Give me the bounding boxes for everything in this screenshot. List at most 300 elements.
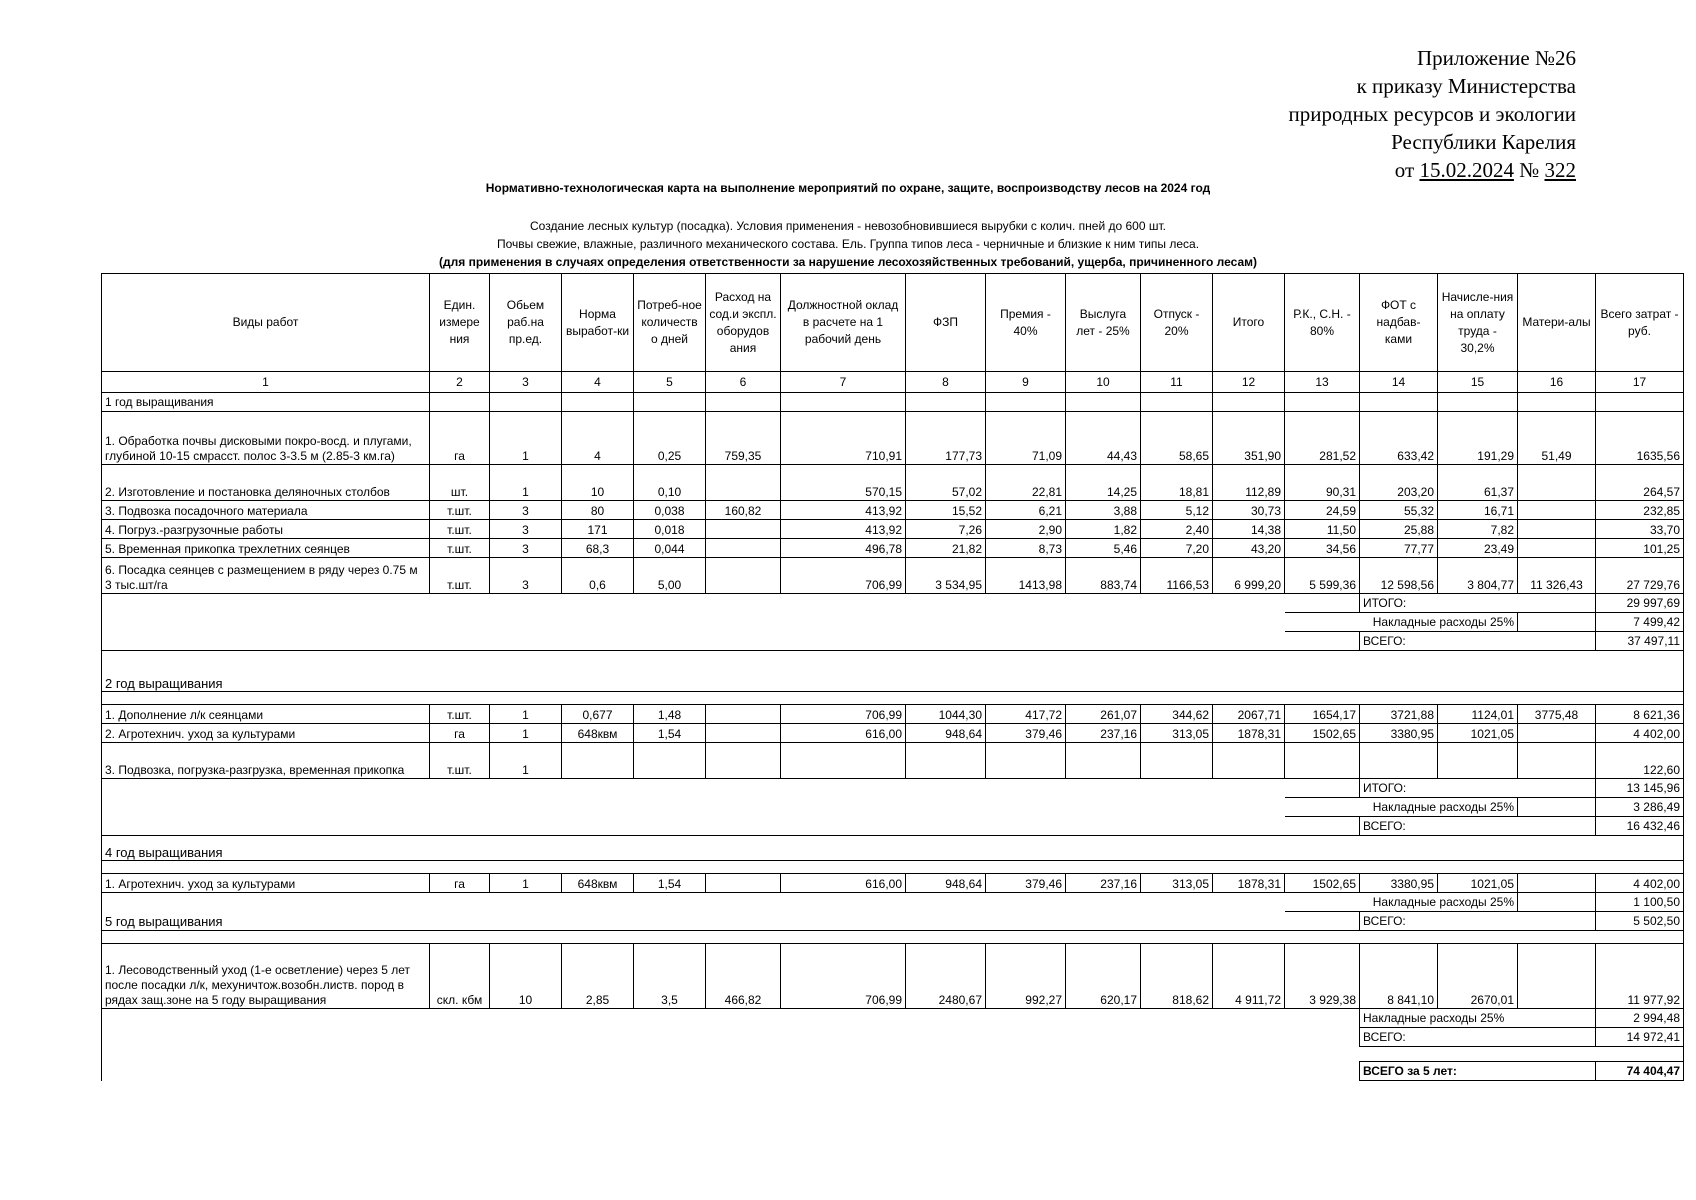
value-cell: 0,677 bbox=[562, 705, 634, 724]
value-cell: 51,49 bbox=[1518, 412, 1596, 465]
total-row bbox=[102, 779, 1684, 798]
section-row bbox=[102, 836, 1684, 861]
all-label: ВСЕГО: bbox=[1360, 912, 1596, 931]
value-cell: 0,018 bbox=[634, 520, 706, 539]
all-label: ВСЕГО: bbox=[1360, 632, 1596, 651]
value-cell bbox=[986, 743, 1066, 779]
table-cell bbox=[1518, 393, 1596, 412]
header-cell: Обьем раб.на пр.ед. bbox=[490, 274, 562, 372]
value-cell bbox=[781, 743, 906, 779]
table-row bbox=[102, 874, 1684, 893]
work-type-cell: 4. Погруз.-разгрузочные работы bbox=[102, 520, 430, 539]
value-cell: га bbox=[430, 412, 490, 465]
table-cell bbox=[1518, 798, 1596, 817]
grand-row bbox=[102, 1028, 1684, 1047]
value-cell bbox=[1518, 539, 1596, 558]
value-cell: 633,42 bbox=[1360, 412, 1438, 465]
value-cell: 818,62 bbox=[1141, 944, 1213, 1009]
appendix-date: 15.02.2024 bbox=[1419, 158, 1514, 182]
value-cell: 8 621,36 bbox=[1596, 705, 1684, 724]
value-cell: 10 bbox=[490, 944, 562, 1009]
spacer-row bbox=[102, 692, 1684, 705]
overhead-value: 7 499,42 bbox=[1596, 613, 1684, 632]
value-cell: 620,17 bbox=[1066, 944, 1141, 1009]
value-cell: 948,64 bbox=[906, 874, 986, 893]
value-cell: 706,99 bbox=[781, 705, 906, 724]
table-cell bbox=[102, 594, 1360, 613]
value-cell: 27 729,76 bbox=[1596, 558, 1684, 594]
value-cell: 101,25 bbox=[1596, 539, 1684, 558]
overhead-label: Накладные расходы 25% bbox=[1285, 613, 1518, 632]
table-cell bbox=[1213, 393, 1285, 412]
column-number-cell: 2 bbox=[430, 372, 490, 393]
table-cell bbox=[1141, 393, 1213, 412]
value-cell: 1021,05 bbox=[1438, 874, 1518, 893]
value-cell: 413,92 bbox=[781, 501, 906, 520]
value-cell bbox=[1141, 743, 1213, 779]
value-cell: 1878,31 bbox=[1213, 874, 1285, 893]
appendix-line-3: природных ресурсов и экологии bbox=[1288, 102, 1576, 126]
appendix-number: 322 bbox=[1544, 158, 1576, 182]
value-cell: 496,78 bbox=[781, 539, 906, 558]
table-cell bbox=[1596, 393, 1684, 412]
header-cell: ФОТ с надбав-ками bbox=[1360, 274, 1438, 372]
section-row bbox=[102, 393, 1684, 412]
total-label: ИТОГО: bbox=[1360, 779, 1596, 798]
table-cell bbox=[634, 393, 706, 412]
value-cell: 413,92 bbox=[781, 520, 906, 539]
section-label: 4 год выращивания bbox=[102, 836, 1684, 861]
value-cell: 14,25 bbox=[1066, 465, 1141, 501]
appendix-line-1: Приложение №26 bbox=[1417, 46, 1576, 70]
header-cell: Премия - 40% bbox=[986, 274, 1066, 372]
header-cell: Расход на сод.и экспл. оборудов ания bbox=[706, 274, 781, 372]
work-type-cell: 2. Изготовление и постановка деляночных столбов bbox=[102, 465, 430, 501]
value-cell: 264,57 bbox=[1596, 465, 1684, 501]
value-cell: 466,82 bbox=[706, 944, 781, 1009]
value-cell: 1 bbox=[490, 465, 562, 501]
value-cell bbox=[706, 539, 781, 558]
header-cell: Потреб-ное количеств о дней bbox=[634, 274, 706, 372]
value-cell bbox=[706, 520, 781, 539]
header-cell: Норма выработ-ки bbox=[562, 274, 634, 372]
application-note: (для применения в случаях определения ответственности за нарушение лесохозяйственных требований, ущерба, причиненного лесам) bbox=[439, 255, 1257, 269]
value-cell: 648квм bbox=[562, 724, 634, 743]
value-cell: 1,48 bbox=[634, 705, 706, 724]
value-cell bbox=[1518, 874, 1596, 893]
value-cell: 8,73 bbox=[986, 539, 1066, 558]
section-label: 1 год выращивания bbox=[102, 393, 430, 412]
value-cell: 379,46 bbox=[986, 874, 1066, 893]
work-type-cell: 1. Обработка почвы дисковыми покро-восд. и плугами, глубиной 10-15 смрасст. полос 3-3.5 м (2.85-3 км.га) bbox=[102, 412, 430, 465]
table-cell bbox=[1285, 393, 1360, 412]
work-type-cell: 1. Дополнение л/к сеянцами bbox=[102, 705, 430, 724]
value-cell: 1 bbox=[490, 705, 562, 724]
grand-row bbox=[102, 632, 1684, 651]
header-cell: ФЗП bbox=[906, 274, 986, 372]
value-cell: 710,91 bbox=[781, 412, 906, 465]
value-cell: 1878,31 bbox=[1213, 724, 1285, 743]
value-cell: 2,40 bbox=[1141, 520, 1213, 539]
value-cell: т.шт. bbox=[430, 501, 490, 520]
value-cell: 5,46 bbox=[1066, 539, 1141, 558]
value-cell: 3 bbox=[490, 520, 562, 539]
value-cell bbox=[562, 743, 634, 779]
value-cell: 10 bbox=[562, 465, 634, 501]
value-cell: 1654,17 bbox=[1285, 705, 1360, 724]
document-title: Нормативно-технологическая карта на выполнение мероприятий по охране, защите, воспроизводству лесов на 2024 год bbox=[485, 181, 1211, 195]
value-cell: 7,20 bbox=[1141, 539, 1213, 558]
value-cell: 1413,98 bbox=[986, 558, 1066, 594]
overhead-row bbox=[102, 893, 1684, 912]
value-cell: 379,46 bbox=[986, 724, 1066, 743]
value-cell: 616,00 bbox=[781, 724, 906, 743]
column-number-cell: 6 bbox=[706, 372, 781, 393]
value-cell bbox=[1438, 743, 1518, 779]
value-cell: 3 929,38 bbox=[1285, 944, 1360, 1009]
table-row bbox=[102, 724, 1684, 743]
table-cell bbox=[1360, 393, 1438, 412]
header-cell: Матери-алы bbox=[1518, 274, 1596, 372]
total-label: ИТОГО: bbox=[1360, 594, 1596, 613]
value-cell bbox=[706, 874, 781, 893]
column-number-cell: 8 bbox=[906, 372, 986, 393]
appendix-date-prefix: от bbox=[1394, 158, 1420, 182]
value-cell: 112,89 bbox=[1213, 465, 1285, 501]
value-cell: 43,20 bbox=[1213, 539, 1285, 558]
value-cell: 4 bbox=[562, 412, 634, 465]
section-and-all-row bbox=[102, 912, 1684, 931]
five-year-total-label: ВСЕГО за 5 лет: bbox=[1360, 1062, 1596, 1081]
total-value: 29 997,69 bbox=[1596, 594, 1684, 613]
value-cell bbox=[706, 743, 781, 779]
value-cell: 11,50 bbox=[1285, 520, 1360, 539]
value-cell: 58,65 bbox=[1141, 412, 1213, 465]
value-cell: 2,90 bbox=[986, 520, 1066, 539]
table-cell bbox=[906, 393, 986, 412]
column-number-cell: 16 bbox=[1518, 372, 1596, 393]
cost-table bbox=[101, 273, 1684, 1081]
value-cell: 3 bbox=[490, 501, 562, 520]
value-cell: га bbox=[430, 874, 490, 893]
table-cell bbox=[430, 393, 490, 412]
value-cell: 90,31 bbox=[1285, 465, 1360, 501]
value-cell bbox=[906, 743, 986, 779]
value-cell bbox=[1066, 743, 1141, 779]
value-cell: 12 598,56 bbox=[1360, 558, 1438, 594]
column-number-cell: 12 bbox=[1213, 372, 1285, 393]
total-row bbox=[102, 594, 1684, 613]
table-cell bbox=[1438, 393, 1518, 412]
value-cell: 171 bbox=[562, 520, 634, 539]
value-cell: 23,49 bbox=[1438, 539, 1518, 558]
value-cell: 7,26 bbox=[906, 520, 986, 539]
value-cell: 24,59 bbox=[1285, 501, 1360, 520]
value-cell: 2,85 bbox=[562, 944, 634, 1009]
header-cell: Всего затрат - руб. bbox=[1596, 274, 1684, 372]
value-cell: 3 804,77 bbox=[1438, 558, 1518, 594]
value-cell bbox=[1518, 944, 1596, 1009]
value-cell: 3,88 bbox=[1066, 501, 1141, 520]
value-cell: 0,044 bbox=[634, 539, 706, 558]
value-cell: 759,35 bbox=[706, 412, 781, 465]
table-cell bbox=[781, 393, 906, 412]
value-cell: 80 bbox=[562, 501, 634, 520]
value-cell bbox=[1518, 724, 1596, 743]
value-cell: 281,52 bbox=[1285, 412, 1360, 465]
value-cell: 2067,71 bbox=[1213, 705, 1285, 724]
value-cell: 15,52 bbox=[906, 501, 986, 520]
value-cell: 1124,01 bbox=[1438, 705, 1518, 724]
value-cell: 33,70 bbox=[1596, 520, 1684, 539]
table-cell bbox=[102, 931, 1684, 944]
value-cell bbox=[1518, 743, 1596, 779]
column-number-row bbox=[102, 372, 1684, 393]
value-cell: 0,25 bbox=[634, 412, 706, 465]
appendix-block bbox=[1289, 44, 1576, 184]
value-cell: 30,73 bbox=[1213, 501, 1285, 520]
value-cell: 21,82 bbox=[906, 539, 986, 558]
value-cell: 0,038 bbox=[634, 501, 706, 520]
value-cell: 1,82 bbox=[1066, 520, 1141, 539]
value-cell: 3380,95 bbox=[1360, 874, 1438, 893]
table-row bbox=[102, 539, 1684, 558]
spacer-row bbox=[102, 931, 1684, 944]
section-label: 2 год выращивания bbox=[102, 651, 1684, 692]
appendix-line-4: Республики Карелия bbox=[1391, 130, 1576, 154]
value-cell bbox=[1518, 520, 1596, 539]
column-number-cell: 11 bbox=[1141, 372, 1213, 393]
value-cell: 34,56 bbox=[1285, 539, 1360, 558]
value-cell: 1044,30 bbox=[906, 705, 986, 724]
table-cell bbox=[102, 861, 1684, 874]
value-cell: 5,00 bbox=[634, 558, 706, 594]
value-cell: 232,85 bbox=[1596, 501, 1684, 520]
overhead-label: Накладные расходы 25% bbox=[1285, 798, 1518, 817]
value-cell: 3775,48 bbox=[1518, 705, 1596, 724]
table-cell bbox=[102, 1047, 1684, 1062]
five-year-total-row bbox=[102, 1062, 1684, 1081]
value-cell: 1 bbox=[490, 724, 562, 743]
value-cell: 706,99 bbox=[781, 944, 906, 1009]
overhead-value: 2 994,48 bbox=[1596, 1009, 1684, 1028]
column-number-cell: 4 bbox=[562, 372, 634, 393]
value-cell: 4 911,72 bbox=[1213, 944, 1285, 1009]
value-cell: 570,15 bbox=[781, 465, 906, 501]
value-cell: 3721,88 bbox=[1360, 705, 1438, 724]
header-row bbox=[102, 274, 1684, 372]
column-number-cell: 10 bbox=[1066, 372, 1141, 393]
value-cell bbox=[706, 705, 781, 724]
spacer-row bbox=[102, 861, 1684, 874]
value-cell: 648квм bbox=[562, 874, 634, 893]
column-number-cell: 15 bbox=[1438, 372, 1518, 393]
column-number-cell: 1 bbox=[102, 372, 430, 393]
value-cell: 44,43 bbox=[1066, 412, 1141, 465]
value-cell bbox=[706, 465, 781, 501]
all-value: 16 432,46 bbox=[1596, 817, 1684, 836]
value-cell: т.шт. bbox=[430, 558, 490, 594]
value-cell: 1 bbox=[490, 412, 562, 465]
value-cell: скл. кбм bbox=[430, 944, 490, 1009]
value-cell: 1 bbox=[490, 874, 562, 893]
overhead-row bbox=[102, 613, 1684, 632]
value-cell: 2670,01 bbox=[1438, 944, 1518, 1009]
table-cell bbox=[1066, 393, 1141, 412]
value-cell: 706,99 bbox=[781, 558, 906, 594]
table-cell bbox=[102, 798, 1285, 817]
column-number-cell: 7 bbox=[781, 372, 906, 393]
value-cell: 5 599,36 bbox=[1285, 558, 1360, 594]
value-cell: 57,02 bbox=[906, 465, 986, 501]
value-cell: 1502,65 bbox=[1285, 724, 1360, 743]
value-cell: 616,00 bbox=[781, 874, 906, 893]
value-cell: 1 bbox=[490, 743, 562, 779]
table-cell bbox=[102, 817, 1360, 836]
value-cell: 203,20 bbox=[1360, 465, 1438, 501]
value-cell bbox=[1213, 743, 1285, 779]
value-cell: 4 402,00 bbox=[1596, 874, 1684, 893]
column-number-cell: 5 bbox=[634, 372, 706, 393]
header-cell: Должностной оклад в расчете на 1 рабочий день bbox=[781, 274, 906, 372]
value-cell: 18,81 bbox=[1141, 465, 1213, 501]
table-cell bbox=[490, 393, 562, 412]
value-cell: 344,62 bbox=[1141, 705, 1213, 724]
value-cell: 351,90 bbox=[1213, 412, 1285, 465]
table-cell bbox=[102, 632, 1360, 651]
value-cell: 22,81 bbox=[986, 465, 1066, 501]
value-cell: 68,3 bbox=[562, 539, 634, 558]
work-type-cell: 6. Посадка сеянцев с размещением в ряду через 0.75 м 3 тыс.шт/га bbox=[102, 558, 430, 594]
table-cell bbox=[102, 1028, 1360, 1047]
value-cell: т.шт. bbox=[430, 520, 490, 539]
table-row bbox=[102, 520, 1684, 539]
value-cell bbox=[634, 743, 706, 779]
value-cell: 313,05 bbox=[1141, 724, 1213, 743]
table-cell bbox=[986, 393, 1066, 412]
work-type-cell: 5. Временная прикопка трехлетних сеянцев bbox=[102, 539, 430, 558]
value-cell: 11 977,92 bbox=[1596, 944, 1684, 1009]
value-cell: 8 841,10 bbox=[1360, 944, 1438, 1009]
value-cell: 25,88 bbox=[1360, 520, 1438, 539]
value-cell: 3 bbox=[490, 558, 562, 594]
value-cell: 0,10 bbox=[634, 465, 706, 501]
all-label: ВСЕГО: bbox=[1360, 1028, 1596, 1047]
table-cell bbox=[102, 1062, 1360, 1081]
header-cell: Отпуск - 20% bbox=[1141, 274, 1213, 372]
value-cell bbox=[1518, 465, 1596, 501]
value-cell: 6 999,20 bbox=[1213, 558, 1285, 594]
header-cell: Един. измере ния bbox=[430, 274, 490, 372]
header-cell: Выслуга лет - 25% bbox=[1066, 274, 1141, 372]
appendix-number-sign: № bbox=[1513, 158, 1545, 182]
conditions-line-1: Создание лесных культур (посадка). Условия применения - невозобновившиеся вырубки с колич. пней до 600 шт. bbox=[530, 219, 1166, 233]
work-type-cell: 2. Агротехнич. уход за культурами bbox=[102, 724, 430, 743]
value-cell: 16,71 bbox=[1438, 501, 1518, 520]
overhead-label: Накладные расходы 25% bbox=[1360, 1009, 1596, 1028]
table-row bbox=[102, 465, 1684, 501]
table-cell bbox=[102, 1009, 1360, 1028]
value-cell: 2480,67 bbox=[906, 944, 986, 1009]
value-cell: 1,54 bbox=[634, 874, 706, 893]
column-number-cell: 9 bbox=[986, 372, 1066, 393]
value-cell: 0,6 bbox=[562, 558, 634, 594]
value-cell: т.шт. bbox=[430, 743, 490, 779]
column-number-cell: 3 bbox=[490, 372, 562, 393]
value-cell bbox=[1285, 743, 1360, 779]
value-cell: 71,09 bbox=[986, 412, 1066, 465]
value-cell: т.шт. bbox=[430, 539, 490, 558]
value-cell: 1635,56 bbox=[1596, 412, 1684, 465]
five-year-total-value: 74 404,47 bbox=[1596, 1062, 1684, 1081]
value-cell: 237,16 bbox=[1066, 724, 1141, 743]
value-cell: 883,74 bbox=[1066, 558, 1141, 594]
value-cell: 1166,53 bbox=[1141, 558, 1213, 594]
value-cell: 14,38 bbox=[1213, 520, 1285, 539]
value-cell: 3 534,95 bbox=[906, 558, 986, 594]
table-cell bbox=[1518, 613, 1596, 632]
header-cell: Виды работ bbox=[102, 274, 430, 372]
overhead-row bbox=[102, 1009, 1684, 1028]
value-cell: 6,21 bbox=[986, 501, 1066, 520]
value-cell: 237,16 bbox=[1066, 874, 1141, 893]
table-row bbox=[102, 743, 1684, 779]
value-cell: 4 402,00 bbox=[1596, 724, 1684, 743]
header-cell: Начисле-ния на оплату труда - 30,2% bbox=[1438, 274, 1518, 372]
value-cell: 61,37 bbox=[1438, 465, 1518, 501]
conditions-line-2: Почвы свежие, влажные, различного механического состава. Ель. Группа типов леса - черничные и близкие к ним типы леса. bbox=[496, 237, 1200, 251]
value-cell: 3 bbox=[490, 539, 562, 558]
table-row bbox=[102, 501, 1684, 520]
value-cell: 191,29 bbox=[1438, 412, 1518, 465]
value-cell: га bbox=[430, 724, 490, 743]
table-cell bbox=[1518, 893, 1596, 912]
value-cell: 5,12 bbox=[1141, 501, 1213, 520]
header-cell: Р.К., С.Н. - 80% bbox=[1285, 274, 1360, 372]
value-cell: 1502,65 bbox=[1285, 874, 1360, 893]
overhead-value: 3 286,49 bbox=[1596, 798, 1684, 817]
table-cell bbox=[102, 692, 1684, 705]
column-number-cell: 13 bbox=[1285, 372, 1360, 393]
overhead-value: 1 100,50 bbox=[1596, 893, 1684, 912]
column-number-cell: 17 bbox=[1596, 372, 1684, 393]
header-cell: Итого bbox=[1213, 274, 1285, 372]
work-type-cell: 3. Подвозка посадочного материала bbox=[102, 501, 430, 520]
value-cell bbox=[1360, 743, 1438, 779]
table-cell bbox=[102, 779, 1360, 798]
work-type-cell: 1. Агротехнич. уход за культурами bbox=[102, 874, 430, 893]
work-type-cell: 1. Лесоводственный уход (1-е осветление) через 5 лет после посадки л/к, мехуничтож.возобн.листв. пород в рядах защ.зоне на 5 году выращивания bbox=[102, 944, 430, 1009]
gap-row bbox=[102, 1047, 1684, 1062]
value-cell bbox=[1518, 501, 1596, 520]
value-cell: 177,73 bbox=[906, 412, 986, 465]
table-row bbox=[102, 944, 1684, 1009]
table-row bbox=[102, 412, 1684, 465]
value-cell: 55,32 bbox=[1360, 501, 1438, 520]
value-cell: 1021,05 bbox=[1438, 724, 1518, 743]
value-cell: 160,82 bbox=[706, 501, 781, 520]
value-cell: 7,82 bbox=[1438, 520, 1518, 539]
value-cell: шт. bbox=[430, 465, 490, 501]
table-cell bbox=[706, 393, 781, 412]
value-cell: 11 326,43 bbox=[1518, 558, 1596, 594]
value-cell: 992,27 bbox=[986, 944, 1066, 1009]
value-cell: 261,07 bbox=[1066, 705, 1141, 724]
table-cell bbox=[562, 393, 634, 412]
all-value: 5 502,50 bbox=[1596, 912, 1684, 931]
value-cell: 1,54 bbox=[634, 724, 706, 743]
value-cell bbox=[706, 724, 781, 743]
